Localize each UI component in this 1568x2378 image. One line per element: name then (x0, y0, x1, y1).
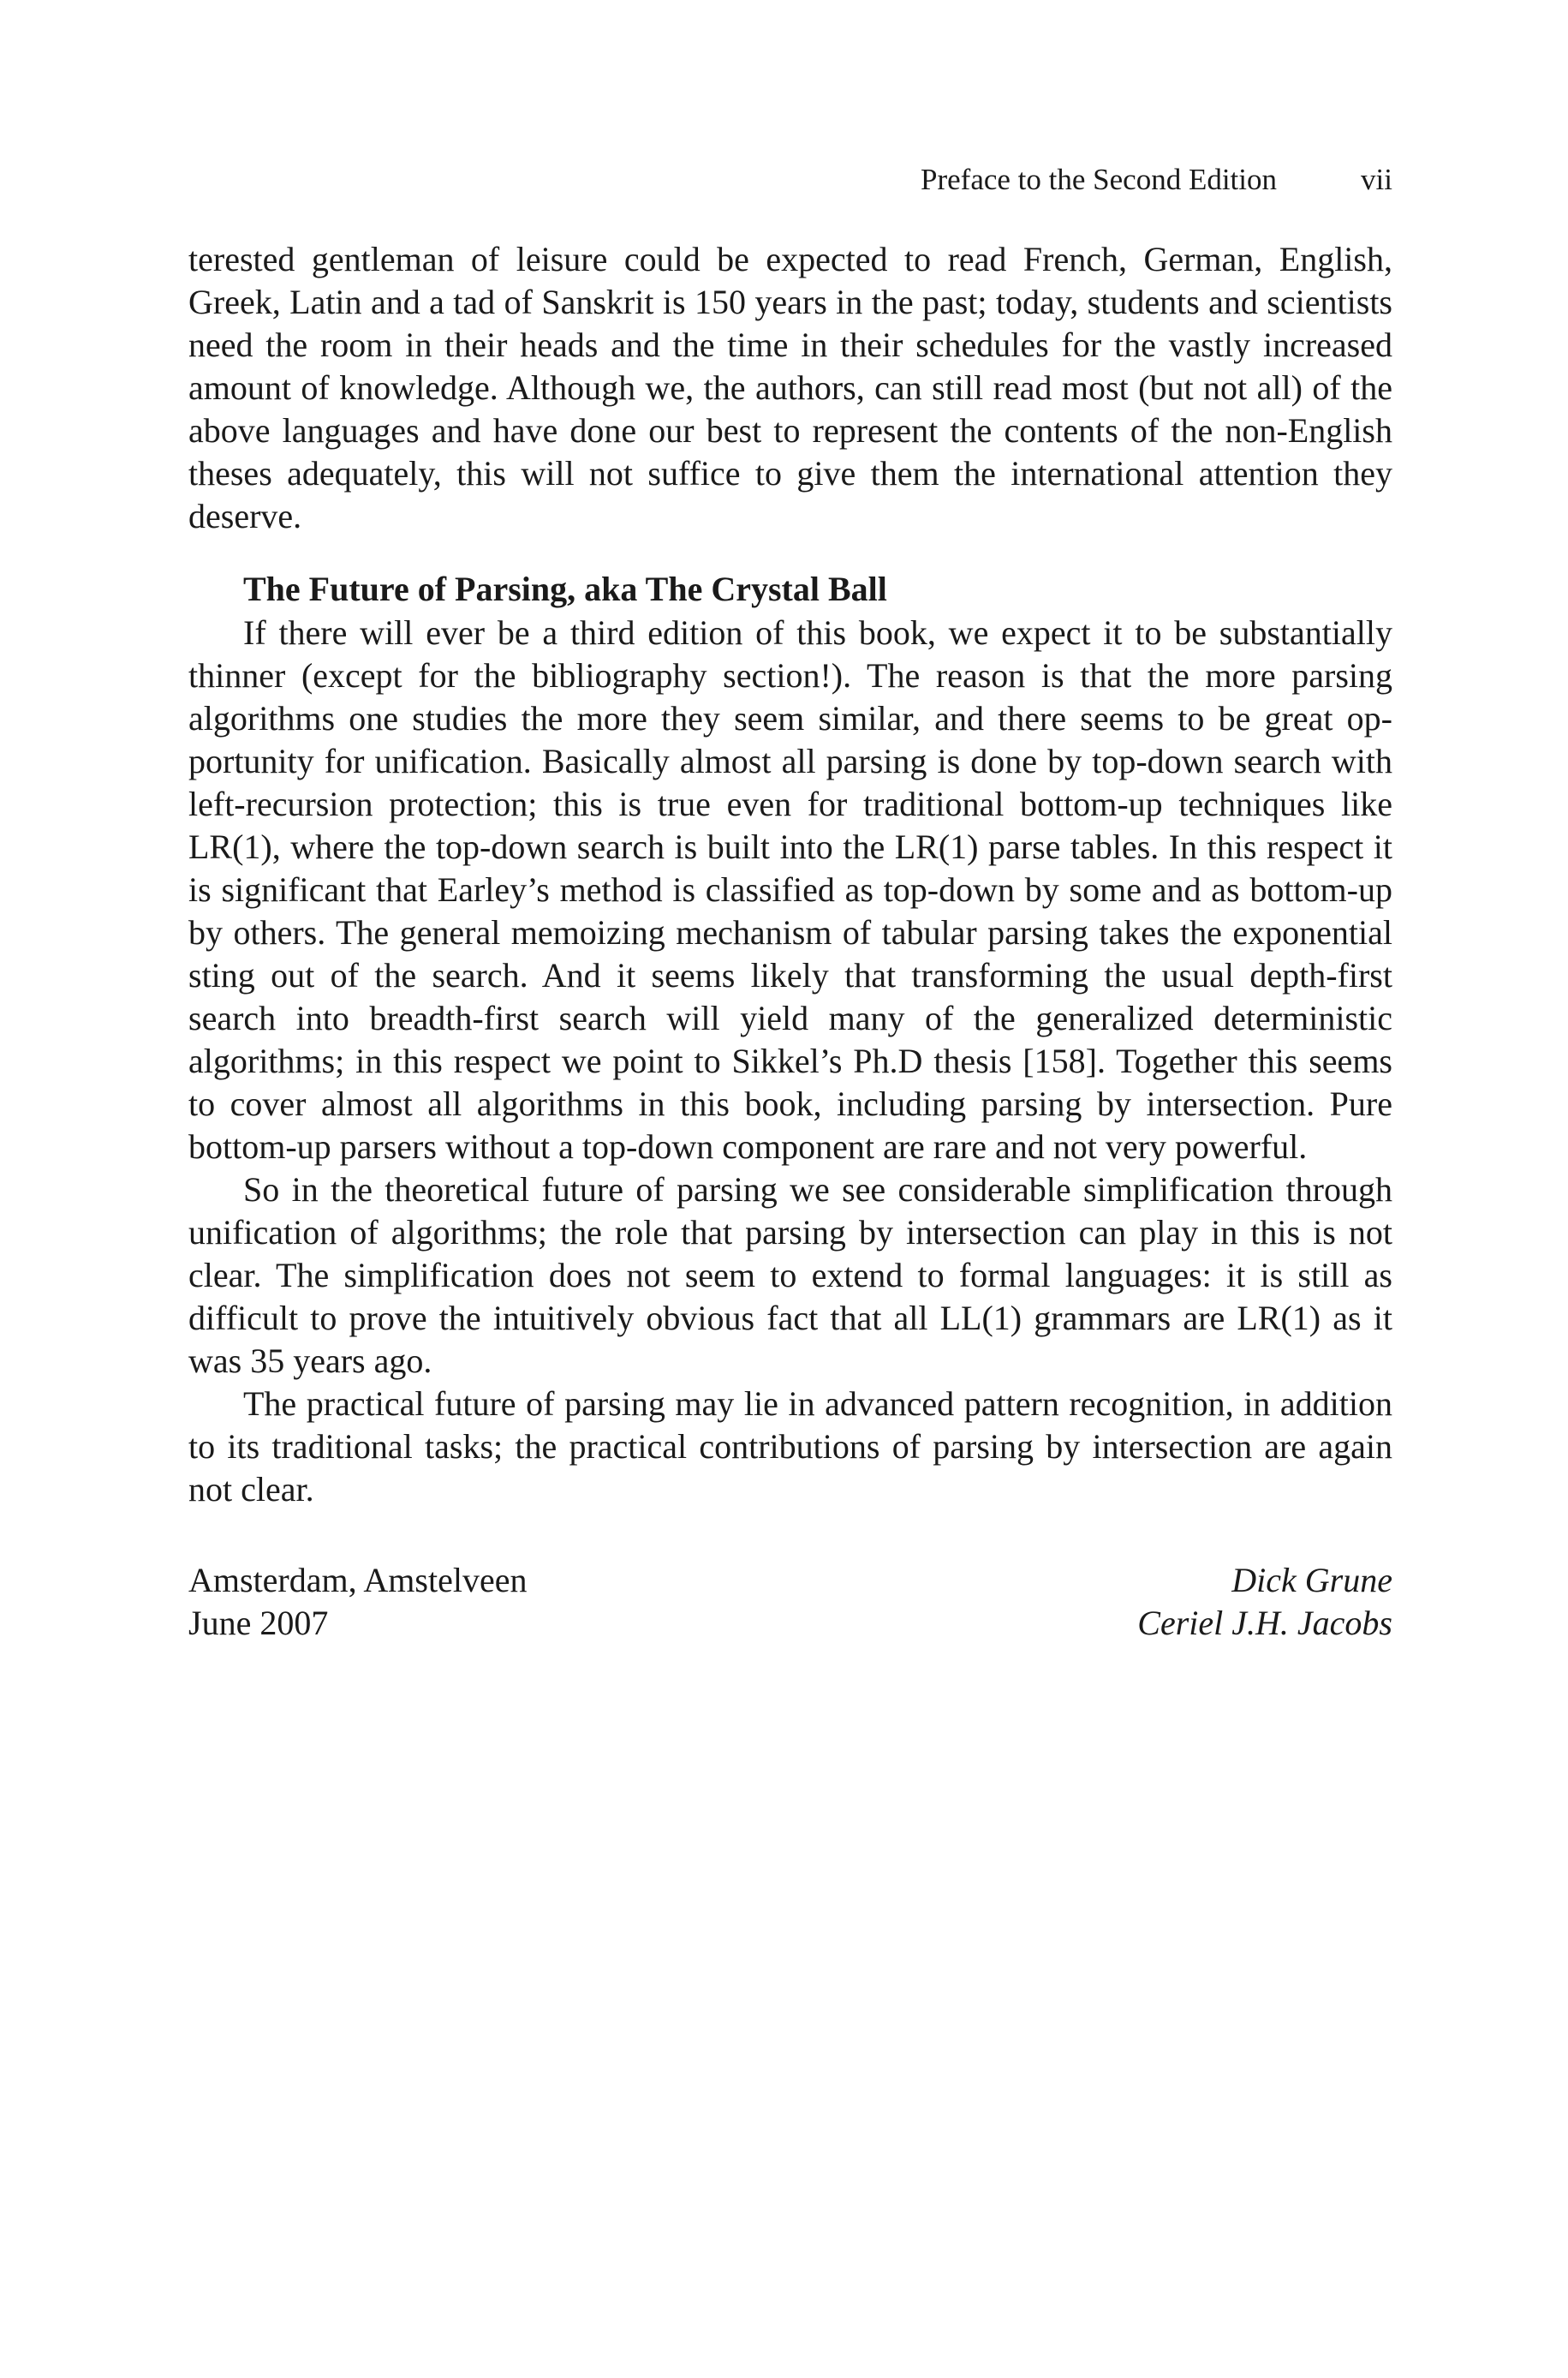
running-head (188, 154, 1392, 206)
paragraph-practical-future: The practical future of parsing may lie in advanced pattern recognition, in addition to its traditional tasks; the practical contributions of parsing by intersection are again not clear. (188, 1384, 1392, 1509)
author-name: Ceriel J.H. Jacobs (1137, 1604, 1392, 1642)
signature-block (188, 1559, 1392, 1645)
book-page (188, 154, 1392, 1645)
page-number: vii (1361, 163, 1392, 196)
body-text (188, 238, 1392, 1511)
running-head-title: Preface to the Second Edition (921, 163, 1277, 196)
paragraph-theoretical-future: So in the theoretical future of parsing we see considerable simplification through unification of algorithms; the role that parsing by intersection can play in this is not clear. The simplification does not seem to extend to formal languages: it is still as difficult to prove the intuitively obvious fact that all LL(1) grammars are LR(1) as it was 35 years ago. (188, 1170, 1392, 1380)
author-name: Dick Grune (1231, 1561, 1392, 1599)
section-heading: The Future of Parsing, aka The Crystal Ball (243, 570, 887, 608)
authors (1137, 1559, 1392, 1645)
paragraph-continuation: terested gentleman of leisure could be expected to read French, German, English, Greek, Latin and a tad of Sanskrit is 150 years in the past; today, students and scientists need the room in their heads and the time in their schedules for the vastly increased amount of knowledge. Although we, the authors, can still read most (but not all) of the above languages and have done our best to represent the contents of the non-English theses adequately, this will not suffice to give them the international attention they deserve. (188, 240, 1392, 535)
paragraph-future-parsing: If there will ever be a third edition of this book, we expect it to be substantially thinner (except for the bibliography section!). The reason is that the more parsing algorithms one studies the more they seem similar, and there seems to be great opportunity for unification. Basically almost all parsing is done by top-down search with left-recursion protection; this is true even for traditional bottom-up techniques like LR(1), where the top-down search is built into the LR(1) parse tables. In this respect it is significant that Earley’s method is classified as top-down by some and as bottom-up by others. The general memoizing mechanism of tabular parsing takes the exponential sting out of the search. And it seems likely that transforming the usual depth-first search into breadth-first search will yield many of the generalized deterministic algorithms; in this respect we point to Sikkel’s Ph.D thesis [158]. Together this seems to cover almost all algorithms in this book, including parsing by intersection. Pure bottom-up parsers without a top-down component are rare and not very powerful. (188, 613, 1392, 1166)
place-and-date (188, 1559, 527, 1645)
date: June 2007 (188, 1604, 329, 1642)
place: Amsterdam, Amstelveen (188, 1561, 528, 1599)
